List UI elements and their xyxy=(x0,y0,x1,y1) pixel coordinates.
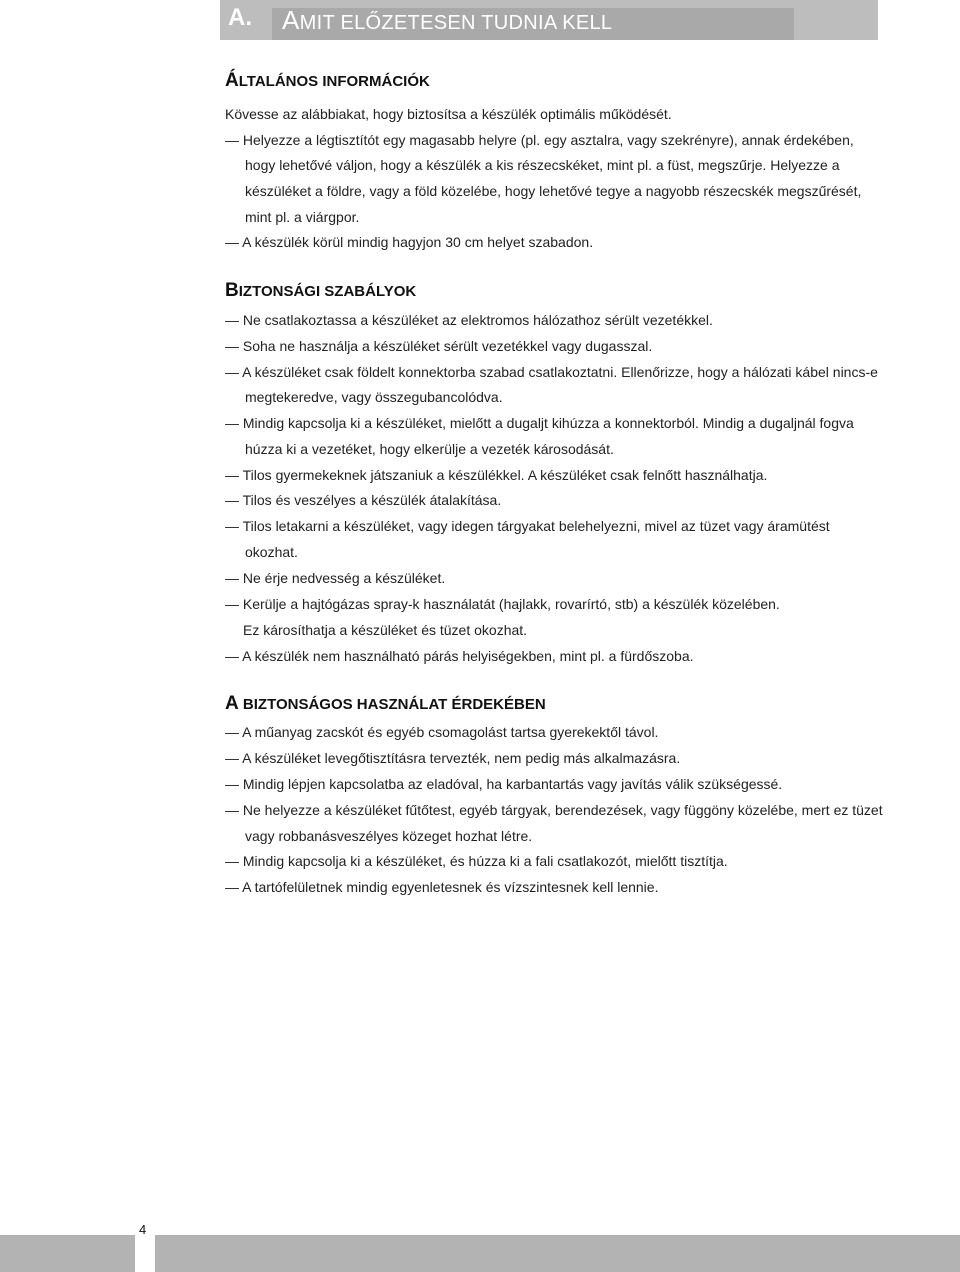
heading-rest: BIZTONSÁGOS HASZNÁLAT ÉRDEKÉBEN xyxy=(238,696,546,713)
heading-rest: IZTONSÁGI SZABÁLYOK xyxy=(238,283,417,300)
bullet-line: — Helyezze a légtisztítót egy magasabb helyre (pl. egy asztalra, vagy szekrényre), annak érdekében, xyxy=(225,132,854,148)
bullet-continuation: Ez károsíthatja a készüléket és tüzet okozhat. xyxy=(243,622,528,638)
heading-initial: A xyxy=(225,693,239,714)
bullet-line: — Ne érje nedvesség a készüléket. xyxy=(225,570,446,586)
section-heading-safety-rules xyxy=(225,280,416,302)
bullet-continuation: hogy lehetővé váljon, hogy a készülék a kis részecskéket, mint pl. a füst, megszűrje. Helyezze a xyxy=(245,157,840,173)
bullet-line: — Soha ne használja a készüléket sérült vezetékkel vagy dugasszal. xyxy=(225,338,653,354)
bullet-line: — A készüléket levegőtisztításra tervezték, nem pedig más alkalmazásra. xyxy=(225,750,681,766)
bullet-line: — Tilos és veszélyes a készülék átalakítása. xyxy=(225,492,502,508)
chapter-title-rest: MIT ELŐZETESEN TUDNIA KELL xyxy=(299,12,613,34)
heading-rest: LTALÁNOS INFORMÁCIÓK xyxy=(238,73,430,90)
bullet-line: — Tilos letakarni a készüléket, vagy idegen tárgyakat belehelyezni, mivel az tüzet vagy áramütést xyxy=(225,518,830,534)
bullet-continuation: mint pl. a viárgpor. xyxy=(245,209,360,225)
bullet-continuation: készüléket a földre, vagy a föld közelébe, hogy lehetővé tegye a nagyobb részecskék megszűrését, xyxy=(245,183,862,199)
bullet-continuation: vagy robbanásveszélyes közeget hozhat létre. xyxy=(245,828,533,844)
bullet-continuation: megtekeredve, vagy összegubancolódva. xyxy=(245,389,503,405)
bullet-line: — Ne csatlakoztassa a készüléket az elektromos hálózathoz sérült vezetékkel. xyxy=(225,312,713,328)
paragraph-line: Kövesse az alábbiakat, hogy biztosítsa a készülék optimális működését. xyxy=(225,106,672,122)
heading-initial: B xyxy=(225,280,239,301)
chapter-letter: A. xyxy=(228,4,252,31)
section-heading-safe-use xyxy=(225,693,546,715)
section-heading-general xyxy=(225,70,430,92)
bullet-line: — A készülék nem használható párás helyiségekben, mint pl. a fürdőszoba. xyxy=(225,648,694,664)
bullet-line: — Mindig kapcsolja ki a készüléket, és húzza ki a fali csatlakozót, mielőtt tisztítja. xyxy=(225,853,728,869)
bullet-continuation: okozhat. xyxy=(245,544,298,560)
bullet-line: — Kerülje a hajtógázas spray-k használatát (hajlakk, rovarírtó, stb) a készülék közelében. xyxy=(225,596,780,612)
chapter-title-initial: A xyxy=(282,5,300,35)
bullet-line: — A készülék körül mindig hagyjon 30 cm helyet szabadon. xyxy=(225,234,594,250)
bullet-line: — A tartófelületnek mindig egyenletesnek és vízszintesnek kell lennie. xyxy=(225,879,659,895)
chapter-title xyxy=(282,5,612,36)
heading-initial: Á xyxy=(225,70,239,91)
bullet-line: — Mindig lépjen kapcsolatba az eladóval, ha karbantartás vagy javítás válik szükségessé. xyxy=(225,776,783,792)
bullet-line: — Mindig kapcsolja ki a készüléket, mielőtt a dugaljt kihúzza a konnektorból. Mindig a dugaljnál fogva xyxy=(225,415,854,431)
bullet-continuation: húzza ki a vezetéket, hogy elkerülje a vezeték károsodását. xyxy=(245,441,614,457)
bullet-line: — Tilos gyermekeknek játszaniuk a készülékkel. A készüléket csak felnőtt használhatja. xyxy=(225,467,768,483)
page-number: 4 xyxy=(139,1222,147,1237)
bullet-line: — A műanyag zacskót és egyéb csomagolást tartsa gyerekektől távol. xyxy=(225,724,659,740)
bullet-line: — Ne helyezze a készüléket fűtőtest, egyéb tárgyak, berendezések, vagy függöny közelébe, mert ez tüzet xyxy=(225,802,883,818)
bullet-line: — A készüléket csak földelt konnektorba szabad csatlakoztatni. Ellenőrizze, hogy a hálózati kábel nincs-e xyxy=(225,364,878,380)
